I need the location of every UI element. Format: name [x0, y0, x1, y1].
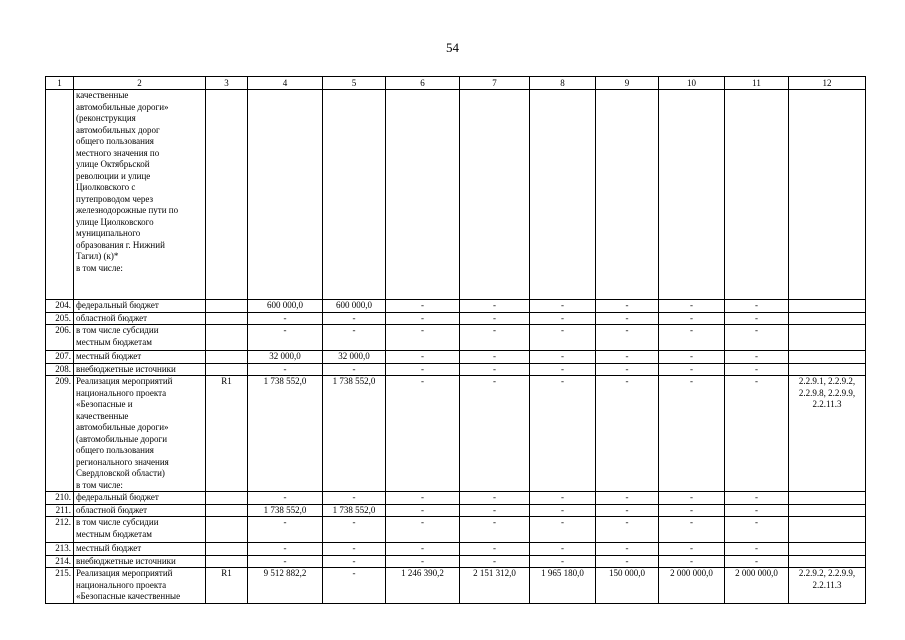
amount-cell-col9: - — [596, 300, 659, 313]
description-cell: федеральный бюджет — [74, 492, 206, 505]
table-row — [46, 568, 866, 604]
description-cell: в том числе субсидии местным бюджетам — [74, 325, 206, 351]
amount-cell-col10: 2 000 000,0 — [659, 568, 725, 604]
amount-cell-col8 — [530, 90, 596, 300]
row-number-cell: 205. — [46, 312, 74, 325]
description-cell: внебюджетные источники — [74, 555, 206, 568]
row-number-cell: 207. — [46, 351, 74, 364]
row-number-cell: 212. — [46, 517, 74, 543]
table-row — [46, 312, 866, 325]
amount-cell-col4: - — [248, 555, 323, 568]
amount-cell-col4: - — [248, 517, 323, 543]
amount-cell-col8: - — [530, 351, 596, 364]
amount-cell-col4: 1 738 552,0 — [248, 504, 323, 517]
amount-cell-col10: - — [659, 363, 725, 376]
code-cell: R1 — [206, 376, 248, 492]
code-cell — [206, 543, 248, 556]
column-header-11: 11 — [725, 77, 789, 90]
amount-cell-col5: - — [323, 568, 386, 604]
amount-cell-col5: - — [323, 312, 386, 325]
amount-cell-col4: 9 512 882,2 — [248, 568, 323, 604]
target-indicators-cell: 2.2.9.1, 2.2.9.2, 2.2.9.8, 2.2.9.9, 2.2.11.3 — [789, 376, 866, 492]
table-body — [46, 90, 866, 604]
amount-cell-col7: - — [460, 325, 530, 351]
amount-cell-col6: - — [386, 504, 460, 517]
description-cell: Реализация мероприятий национального проекта «Безопасные и качественные автомобильные дороги» (автомобильные дороги общего пользования регионального значения Свердловской области) в том числе: — [74, 376, 206, 492]
target-indicators-cell — [789, 312, 866, 325]
amount-cell-col9: - — [596, 376, 659, 492]
amount-cell-col4 — [248, 90, 323, 300]
amount-cell-col6: - — [386, 555, 460, 568]
amount-cell-col9: - — [596, 351, 659, 364]
amount-cell-col9: - — [596, 325, 659, 351]
amount-cell-col7: - — [460, 300, 530, 313]
description-cell: внебюджетные источники — [74, 363, 206, 376]
column-header-10: 10 — [659, 77, 725, 90]
amount-cell-col7: - — [460, 504, 530, 517]
table-row — [46, 543, 866, 556]
budget-table — [45, 76, 866, 604]
amount-cell-col5: - — [323, 543, 386, 556]
description-cell: Реализация мероприятий национального проекта «Безопасные качественные — [74, 568, 206, 604]
row-number-cell: 213. — [46, 543, 74, 556]
target-indicators-cell — [789, 90, 866, 300]
description-cell: областной бюджет — [74, 504, 206, 517]
amount-cell-col6: - — [386, 363, 460, 376]
amount-cell-col6: - — [386, 351, 460, 364]
column-header-3: 3 — [206, 77, 248, 90]
amount-cell-col9: - — [596, 312, 659, 325]
description-cell: качественные автомобильные дороги» (реконструкция автомобильных дорог общего пользования местного значения по улице Октябрьской революции и улице Циолковского с путепроводом через железнодорожные пути по улице Циолковского муниципального образования г. Нижний Тагил) (к)* в том числе: — [74, 90, 206, 300]
amount-cell-col5: 600 000,0 — [323, 300, 386, 313]
amount-cell-col9: - — [596, 504, 659, 517]
amount-cell-col5: 1 738 552,0 — [323, 376, 386, 492]
amount-cell-col10: - — [659, 555, 725, 568]
amount-cell-col10: - — [659, 492, 725, 505]
row-number-cell: 204. — [46, 300, 74, 313]
table-row — [46, 517, 866, 543]
amount-cell-col11: - — [725, 325, 789, 351]
amount-cell-col7: - — [460, 376, 530, 492]
amount-cell-col5: 1 738 552,0 — [323, 504, 386, 517]
amount-cell-col10: - — [659, 325, 725, 351]
amount-cell-col4: - — [248, 325, 323, 351]
code-cell — [206, 555, 248, 568]
code-cell — [206, 90, 248, 300]
column-header-5: 5 — [323, 77, 386, 90]
amount-cell-col7: - — [460, 492, 530, 505]
target-indicators-cell — [789, 555, 866, 568]
column-header-9: 9 — [596, 77, 659, 90]
amount-cell-col7: 2 151 312,0 — [460, 568, 530, 604]
code-cell — [206, 325, 248, 351]
amount-cell-col7: - — [460, 351, 530, 364]
amount-cell-col7: - — [460, 517, 530, 543]
code-cell — [206, 492, 248, 505]
target-indicators-cell — [789, 363, 866, 376]
amount-cell-col9: 150 000,0 — [596, 568, 659, 604]
table-row — [46, 492, 866, 505]
row-number-cell: 214. — [46, 555, 74, 568]
amount-cell-col5: - — [323, 363, 386, 376]
row-number-cell: 206. — [46, 325, 74, 351]
table-row — [46, 90, 866, 300]
table-row — [46, 351, 866, 364]
amount-cell-col5: - — [323, 555, 386, 568]
amount-cell-col6: - — [386, 300, 460, 313]
amount-cell-col7: - — [460, 312, 530, 325]
amount-cell-col4: - — [248, 363, 323, 376]
target-indicators-cell — [789, 300, 866, 313]
row-number-cell — [46, 90, 74, 300]
amount-cell-col11 — [725, 90, 789, 300]
table-row — [46, 376, 866, 492]
page-number: 54 — [446, 40, 459, 55]
amount-cell-col11: - — [725, 543, 789, 556]
amount-cell-col7: - — [460, 543, 530, 556]
amount-cell-col6: 1 246 390,2 — [386, 568, 460, 604]
table-row — [46, 300, 866, 313]
amount-cell-col11: - — [725, 555, 789, 568]
amount-cell-col6: - — [386, 517, 460, 543]
target-indicators-cell — [789, 351, 866, 364]
column-header-4: 4 — [248, 77, 323, 90]
code-cell — [206, 312, 248, 325]
amount-cell-col4: - — [248, 312, 323, 325]
table-row — [46, 555, 866, 568]
row-number-cell: 209. — [46, 376, 74, 492]
amount-cell-col5: - — [323, 517, 386, 543]
row-number-cell: 211. — [46, 504, 74, 517]
target-indicators-cell — [789, 517, 866, 543]
column-header-2: 2 — [74, 77, 206, 90]
amount-cell-col9: - — [596, 555, 659, 568]
amount-cell-col9: - — [596, 543, 659, 556]
code-cell — [206, 517, 248, 543]
target-indicators-cell — [789, 492, 866, 505]
amount-cell-col8: - — [530, 543, 596, 556]
target-indicators-cell — [789, 325, 866, 351]
amount-cell-col10: - — [659, 517, 725, 543]
table-row — [46, 325, 866, 351]
amount-cell-col10: - — [659, 543, 725, 556]
amount-cell-col5: 32 000,0 — [323, 351, 386, 364]
amount-cell-col10 — [659, 90, 725, 300]
row-number-cell: 215. — [46, 568, 74, 604]
amount-cell-col11: - — [725, 504, 789, 517]
amount-cell-col7: - — [460, 363, 530, 376]
table-header-row — [46, 77, 866, 90]
amount-cell-col4: 600 000,0 — [248, 300, 323, 313]
amount-cell-col9: - — [596, 517, 659, 543]
amount-cell-col9 — [596, 90, 659, 300]
column-header-1: 1 — [46, 77, 74, 90]
amount-cell-col8: - — [530, 504, 596, 517]
amount-cell-col6: - — [386, 376, 460, 492]
description-cell: областной бюджет — [74, 312, 206, 325]
amount-cell-col8: - — [530, 312, 596, 325]
amount-cell-col11: - — [725, 351, 789, 364]
amount-cell-col8: 1 965 180,0 — [530, 568, 596, 604]
amount-cell-col6: - — [386, 492, 460, 505]
amount-cell-col8: - — [530, 325, 596, 351]
amount-cell-col8: - — [530, 517, 596, 543]
amount-cell-col10: - — [659, 504, 725, 517]
target-indicators-cell: 2.2.9.2, 2.2.9.9, 2.2.11.3 — [789, 568, 866, 604]
column-header-7: 7 — [460, 77, 530, 90]
amount-cell-col9: - — [596, 363, 659, 376]
amount-cell-col6 — [386, 90, 460, 300]
amount-cell-col7 — [460, 90, 530, 300]
amount-cell-col8: - — [530, 492, 596, 505]
amount-cell-col4: 1 738 552,0 — [248, 376, 323, 492]
amount-cell-col11: - — [725, 492, 789, 505]
amount-cell-col11: - — [725, 517, 789, 543]
target-indicators-cell — [789, 543, 866, 556]
amount-cell-col6: - — [386, 543, 460, 556]
code-cell — [206, 300, 248, 313]
amount-cell-col8: - — [530, 376, 596, 492]
amount-cell-col11: - — [725, 312, 789, 325]
amount-cell-col6: - — [386, 312, 460, 325]
amount-cell-col8: - — [530, 363, 596, 376]
amount-cell-col10: - — [659, 312, 725, 325]
amount-cell-col10: - — [659, 300, 725, 313]
amount-cell-col9: - — [596, 492, 659, 505]
amount-cell-col10: - — [659, 376, 725, 492]
amount-cell-col4: - — [248, 543, 323, 556]
amount-cell-col8: - — [530, 300, 596, 313]
amount-cell-col10: - — [659, 351, 725, 364]
amount-cell-col5 — [323, 90, 386, 300]
row-number-cell: 210. — [46, 492, 74, 505]
row-number-cell: 208. — [46, 363, 74, 376]
amount-cell-col5: - — [323, 492, 386, 505]
description-cell: федеральный бюджет — [74, 300, 206, 313]
code-cell: R1 — [206, 568, 248, 604]
table-row — [46, 504, 866, 517]
column-header-8: 8 — [530, 77, 596, 90]
description-cell: местный бюджет — [74, 543, 206, 556]
description-cell: местный бюджет — [74, 351, 206, 364]
code-cell — [206, 351, 248, 364]
amount-cell-col11: - — [725, 376, 789, 492]
target-indicators-cell — [789, 504, 866, 517]
table-row — [46, 363, 866, 376]
amount-cell-col4: - — [248, 492, 323, 505]
description-cell: в том числе субсидии местным бюджетам — [74, 517, 206, 543]
amount-cell-col6: - — [386, 325, 460, 351]
column-header-12: 12 — [789, 77, 866, 90]
amount-cell-col11: - — [725, 300, 789, 313]
amount-cell-col4: 32 000,0 — [248, 351, 323, 364]
code-cell — [206, 363, 248, 376]
amount-cell-col11: - — [725, 363, 789, 376]
amount-cell-col7: - — [460, 555, 530, 568]
amount-cell-col8: - — [530, 555, 596, 568]
code-cell — [206, 504, 248, 517]
amount-cell-col11: 2 000 000,0 — [725, 568, 789, 604]
amount-cell-col5: - — [323, 325, 386, 351]
column-header-6: 6 — [386, 77, 460, 90]
